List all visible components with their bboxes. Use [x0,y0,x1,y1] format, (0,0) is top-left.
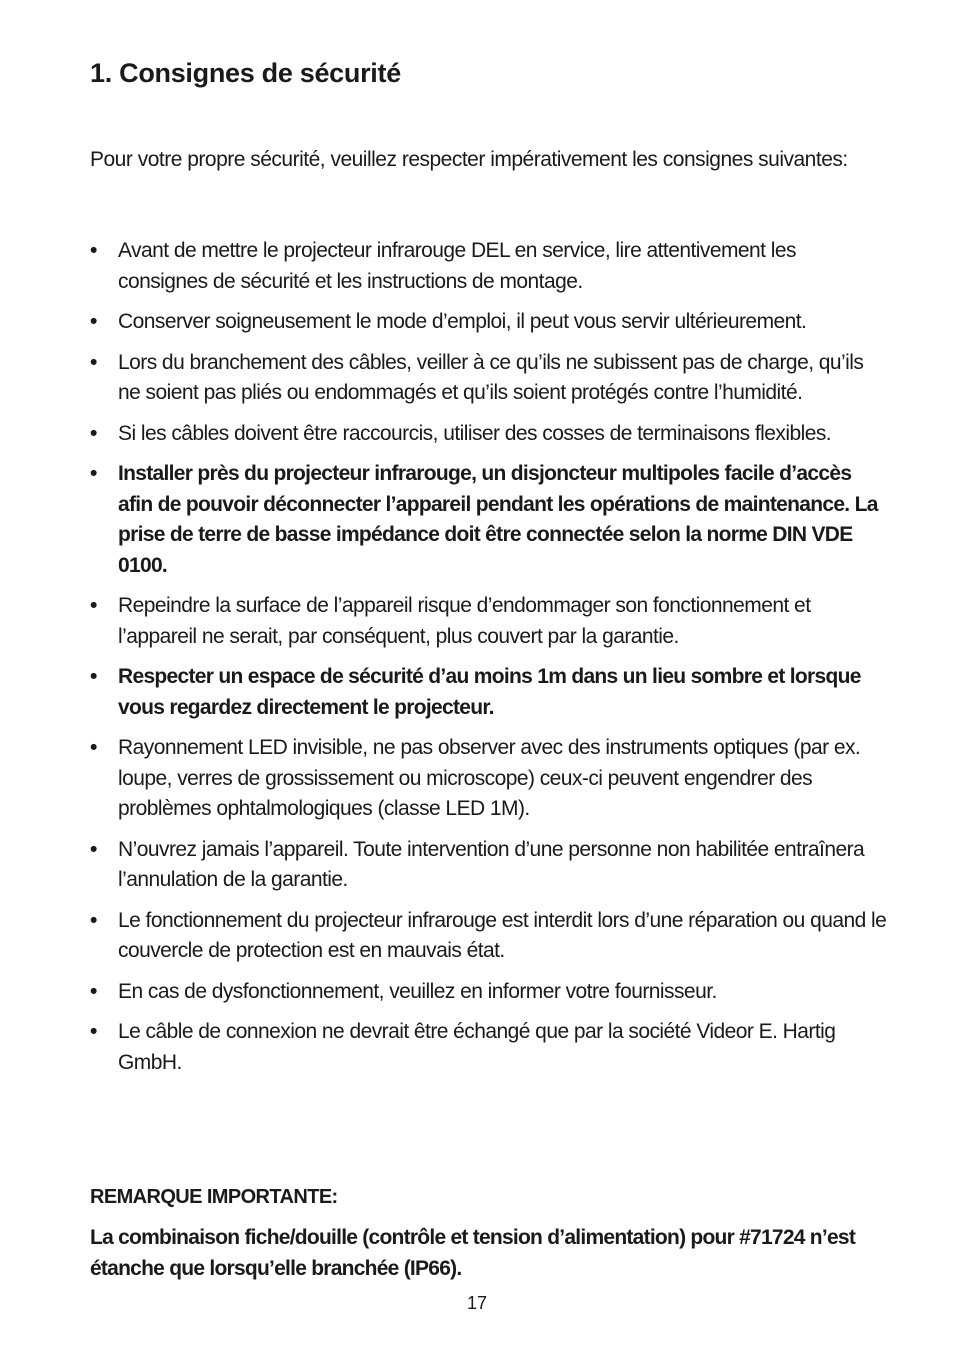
list-item-text: Installer près du projecteur infrarouge, un disjoncteur multipoles facile d’accès afin de pouvoir déconnecter l’appareil pendant les opérations de maintenance. La prise de terre de basse impédance doit être connectée selon la norme DIN VDE 0100. [118,462,878,577]
bullet-icon: • [90,462,97,485]
important-note-heading: REMARQUE IMPORTANTE: [90,1186,338,1208]
bullet-icon: • [90,1020,97,1043]
bullet-icon: • [90,350,97,374]
list-item [90,835,890,896]
bullet-icon: • [90,979,97,1003]
important-note-text: La combinaison fiche/douille (contrôle et tension d’alimentation) pour #71724 n’est étanche que lorsqu’elle branchée (IP66). [90,1226,856,1280]
page-number: 17 [466,1293,488,1313]
list-item-text: Le câble de connexion ne devrait être échangé que par la société Videor E. Hartig GmbH. [118,1020,836,1074]
bullet-icon: • [90,310,97,333]
section-title: 1. Consignes de sécurité [90,58,401,88]
list-item-text: Le fonctionnement du projecteur infrarouge est interdit lors d’une réparation ou quand le couvercle de protection est en mauvais état. [118,908,887,962]
list-item-text: Lors du branchement des câbles, veiller à ce qu’ils ne subissent pas de charge, qu’ils ne soient pas pliés ou endommagés et qu’ils soient protégés contre l’humidité. [118,350,864,404]
bullet-icon: • [90,736,97,759]
list-item [90,419,890,450]
list-item [90,1017,890,1078]
list-item-text: Conserver soigneusement le mode d’emploi, il peut vous servir ultérieurement. [118,310,807,333]
list-item-text: N’ouvrez jamais l’appareil. Toute intervention d’une personne non habilitée entraînera l’annulation de la garantie. [118,837,865,891]
bullet-icon: • [90,837,97,861]
list-item [90,459,890,581]
bullet-icon: • [90,239,97,262]
list-item-text: Respecter un espace de sécurité d’au moins 1m dans un lieu sombre et lorsque vous regardez directement le projecteur. [118,665,861,719]
bullet-icon: • [90,908,97,932]
safety-instructions-list [90,236,890,1088]
bullet-icon: • [90,594,97,617]
list-item-text: Repeindre la surface de l’appareil risque d’endommager son fonctionnement et l’appareil ne serait, par conséquent, plus couvert par la garantie. [118,594,811,648]
bullet-icon: • [90,665,97,688]
list-item-text: Rayonnement LED invisible, ne pas observer avec des instruments optiques (par ex. loupe, verres de grossissement ou microscope) ceux-ci peuvent engendrer des problèmes ophtalmologiques (classe LED 1M). [118,736,861,820]
list-item-text: En cas de dysfonctionnement, veuillez en informer votre fournisseur. [118,979,717,1003]
bullet-icon: • [90,421,97,445]
list-item [90,307,890,338]
list-item [90,348,890,409]
list-item-text: Avant de mettre le projecteur infrarouge DEL en service, lire attentivement les consignes de sécurité et les instructions de montage. [118,239,796,293]
list-item [90,662,890,723]
intro-paragraph: Pour votre propre sécurité, veuillez respecter impérativement les consignes suivantes: [90,148,848,171]
list-item [90,977,890,1008]
list-item [90,236,890,297]
list-item-text: Si les câbles doivent être raccourcis, utiliser des cosses de terminaisons flexibles. [118,421,832,445]
list-item [90,906,890,967]
list-item [90,733,890,825]
list-item [90,591,890,652]
